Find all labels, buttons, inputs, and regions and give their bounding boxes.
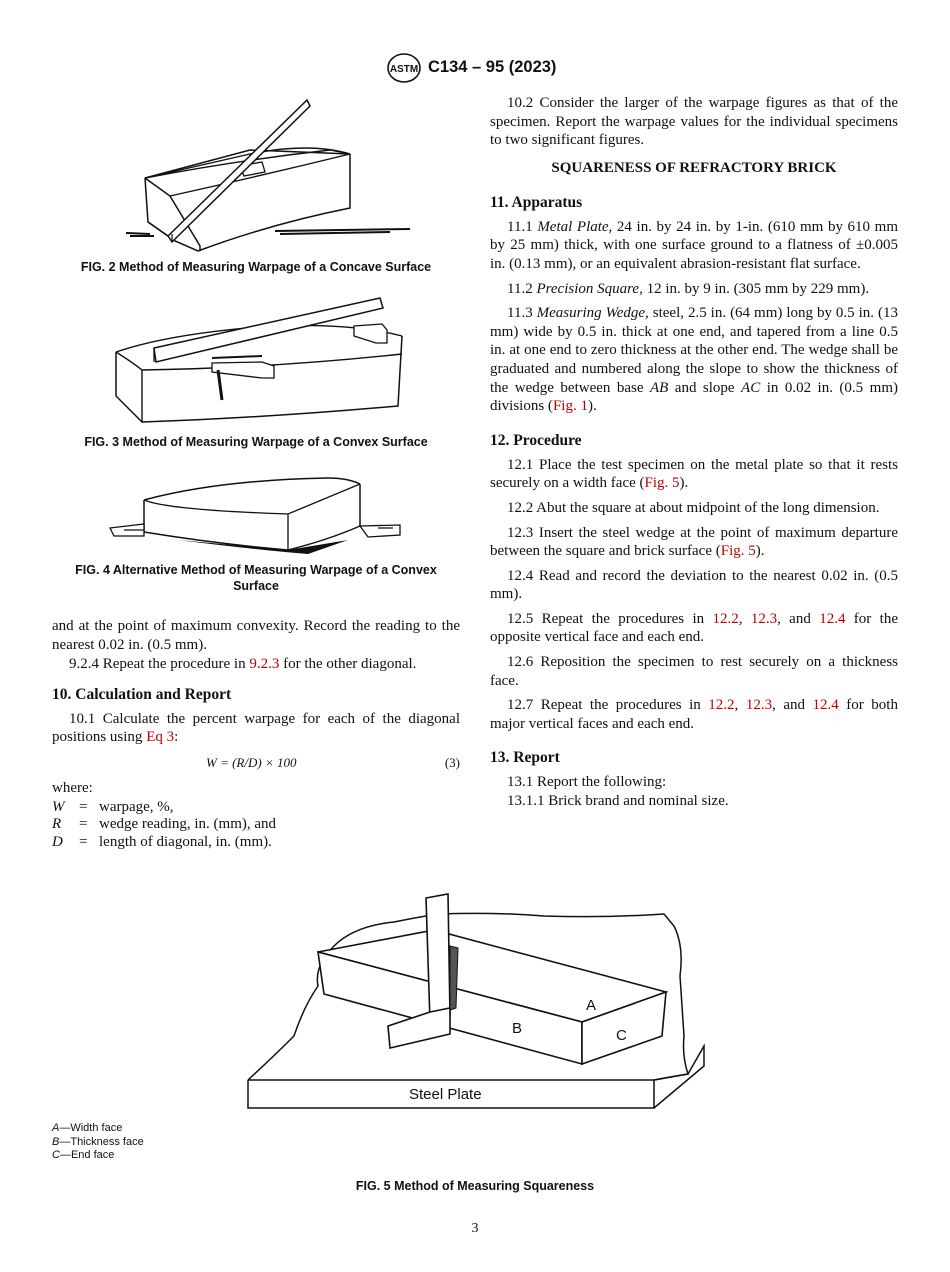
- fig5-caption: FIG. 5 Method of Measuring Squareness: [355, 1179, 595, 1193]
- note-letter-a: A: [52, 1122, 60, 1134]
- steel-plate-label: Steel Plate: [409, 1086, 482, 1103]
- p111-text: 24 in. by 24 in. by 1-in. (610 mm by 610 mm by 25 mm) thick, with one surface ground to a flatness of ±0.005 in. (0.13 mm), or an equivalent abrasion-resistant flat surface.: [490, 218, 898, 272]
- p127-tail: for both major vertical faces and each end.: [490, 697, 898, 732]
- fig5-label-a: A: [586, 997, 597, 1014]
- p101-text: 10.1 Calculate the percent warpage for each of the diagonal positions using: [52, 710, 460, 746]
- link-12-3[interactable]: 12.3: [750, 610, 778, 627]
- equals: =: [79, 816, 88, 833]
- paragraph-13-1: 13.1 Report the following:: [507, 774, 667, 791]
- paragraph-13-1-1: 13.1.1 Brick brand and nominal size.: [507, 793, 729, 810]
- p101-tail: :: [174, 729, 179, 746]
- section-12-title: 12. Procedure: [490, 431, 582, 449]
- term-measuring-wedge: Measuring Wedge,: [536, 305, 649, 322]
- symbol-w: W: [52, 798, 65, 815]
- paragraph-11-1: [490, 218, 898, 274]
- fig4-brick-body: [144, 484, 360, 550]
- paragraph-12-2: 12.2 Abut the square at about midpoint of the long dimension.: [507, 499, 880, 516]
- right-column-text: [490, 94, 898, 811]
- logo-text: ASTM: [389, 64, 419, 75]
- steel-plate-side: [654, 1046, 704, 1108]
- link-fig-5[interactable]: Fig. 5: [720, 543, 756, 560]
- paragraph-10-2: 10.2 Consider the larger of the warpage figures as that of the specimen. Report the warpage values for the individual specimens to two significant figures.: [490, 95, 898, 149]
- separator: ,: [734, 697, 746, 714]
- where-row-d: [52, 834, 460, 852]
- equation-number: (3): [444, 754, 460, 770]
- fig4-right-blocks: [360, 525, 400, 537]
- separator: ,: [738, 610, 751, 627]
- p113-text-b: and slope: [668, 379, 742, 396]
- where-row-r: [52, 816, 460, 834]
- definition-r: wedge reading, in. (mm), and: [99, 816, 277, 833]
- link-eq-3[interactable]: Eq 3: [146, 729, 175, 746]
- section-11-title: 11. Apparatus: [490, 193, 583, 211]
- term-metal-plate: Metal Plate,: [537, 218, 613, 235]
- note-letter-c: C: [52, 1149, 60, 1161]
- section-13-title: 13. Report: [490, 749, 560, 767]
- link-12-2[interactable]: 12.2: [712, 610, 739, 627]
- p112-text: 12 in. by 9 in. (305 mm by 229 mm).: [642, 280, 870, 297]
- paragraph-12-6: 12.6 Reposition the specimen to rest securely on a thickness face.: [490, 654, 898, 689]
- paragraph-12-1: [490, 456, 898, 493]
- p113-text-c: in 0.02 in. (0.5 mm) divisions (: [490, 379, 898, 415]
- fig2-drawing: [120, 96, 480, 256]
- term-ab: AB: [649, 379, 669, 396]
- fig5-drawing: [244, 886, 704, 1116]
- p121-text: 12.1 Place the test specimen on the metal plate so that it rests securely on a width face (: [490, 456, 898, 492]
- header: [0, 56, 950, 82]
- p113-num: 11.3: [507, 305, 537, 322]
- document-designation: C134 – 95 (2023): [428, 58, 557, 76]
- link-9-2-3[interactable]: 9.2.3: [249, 656, 280, 673]
- fig5-label-c: C: [616, 1027, 627, 1044]
- paragraph-12-7: [490, 696, 898, 733]
- p125-tail: for the opposite vertical face and each end.: [490, 610, 898, 646]
- note-a: [52, 1122, 144, 1136]
- section-10-title: 10. Calculation and Report: [52, 685, 232, 703]
- equation-row: [52, 749, 460, 777]
- fig3-left-block: [212, 362, 274, 378]
- p113-end: ).: [587, 398, 597, 415]
- fig2-ground-left: [126, 233, 154, 236]
- term-ac: AC: [741, 379, 761, 396]
- link-12-4[interactable]: 12.4: [819, 610, 846, 627]
- definition-w: warpage, %,: [99, 798, 174, 815]
- p113-text-a: steel, 2.5 in. (64 mm) long by 0.5 in. (13 mm) wide by 0.5 in. thick at one end, and tapered from a line 0.5 in. at one end to zero thickness at the other end. The wedge shall be graduated and numbered along the slope to show the thickness of the wedge between base: [490, 305, 898, 396]
- p924-tail: for the other diagonal.: [279, 656, 417, 673]
- separator: , and: [777, 610, 820, 627]
- page-number: 3: [471, 1221, 479, 1236]
- paragraph-12-4: 12.4 Read and record the deviation to the nearest 0.02 in. (0.5 mm).: [490, 567, 898, 603]
- where-list: [52, 799, 460, 852]
- note-text-b: —Thickness face: [59, 1135, 144, 1148]
- fig2-straightedge: [168, 100, 310, 242]
- symbol-r: R: [52, 816, 62, 833]
- fig3-right-block: [354, 324, 387, 343]
- equals: =: [79, 798, 88, 815]
- paragraph-10-1: [52, 710, 460, 747]
- note-text-c: —End face: [59, 1149, 115, 1161]
- fig2-caption: FIG. 2 Method of Measuring Warpage of a Concave Surface: [80, 260, 432, 274]
- fig4-caption: FIG. 4 Alternative Method of Measuring Warpage of a Convex Surface: [75, 563, 437, 593]
- square-vertical: [426, 894, 450, 1022]
- left-column-text: [52, 617, 460, 851]
- fig5-notes: [52, 1122, 144, 1163]
- link-12-4[interactable]: 12.4: [812, 697, 839, 714]
- note-b: [52, 1136, 144, 1150]
- fig2-ground-right: [275, 229, 410, 234]
- fig4-drawing: [108, 470, 408, 560]
- note-letter-b: B: [52, 1135, 60, 1148]
- definition-d: length of diagonal, in. (mm).: [99, 833, 272, 850]
- p123-tail: ).: [755, 543, 765, 560]
- paragraph-12-5: [490, 610, 898, 647]
- paragraph-continuation: and at the point of maximum convexity. Record the reading to the nearest 0.02 in. (0.5 mm).: [52, 618, 460, 653]
- p112-num: 11.2: [507, 280, 537, 297]
- link-12-2[interactable]: 12.2: [708, 697, 735, 714]
- fig3-drawing: [112, 298, 412, 428]
- link-fig-1[interactable]: Fig. 1: [552, 398, 588, 415]
- fig4-brick-top: [144, 478, 360, 500]
- equation: W = (R/D) × 100: [206, 754, 297, 770]
- link-12-3[interactable]: 12.3: [745, 697, 773, 714]
- note-c: [52, 1149, 144, 1163]
- squareness-heading: SQUARENESS OF REFRACTORY BRICK: [551, 159, 837, 176]
- paragraph-9-2-4: [52, 655, 460, 674]
- paragraph-11-3: [490, 304, 898, 416]
- p123-text: 12.3 Insert the steel wedge at the point of maximum departure between the square and brick surface (: [490, 524, 898, 560]
- paragraph-11-2: [490, 280, 898, 299]
- where-label: where:: [52, 779, 93, 796]
- astm-logo: [386, 52, 422, 84]
- p127-text: 12.7 Repeat the procedures in: [507, 697, 709, 714]
- separator: , and: [772, 697, 813, 714]
- p121-tail: ).: [679, 475, 689, 492]
- fig3-caption: FIG. 3 Method of Measuring Warpage of a Convex Surface: [84, 435, 428, 449]
- fig4-left-blocks: [110, 524, 144, 536]
- equals: =: [79, 833, 88, 850]
- note-text-a: —Width face: [59, 1122, 123, 1134]
- term-precision-square: Precision Square,: [536, 280, 643, 297]
- p125-text: 12.5 Repeat the procedures in: [507, 610, 713, 627]
- where-row-w: [52, 799, 460, 817]
- link-fig-5[interactable]: Fig. 5: [644, 475, 680, 492]
- fig5-label-b: B: [512, 1020, 523, 1037]
- p924-text: 9.2.4 Repeat the procedure in: [69, 656, 250, 673]
- p111-num: 11.1: [507, 218, 538, 235]
- symbol-d: D: [52, 833, 63, 850]
- fig3-straightedge: [154, 298, 383, 362]
- paragraph-12-3: [490, 524, 898, 561]
- fig3-wedge: [218, 370, 222, 400]
